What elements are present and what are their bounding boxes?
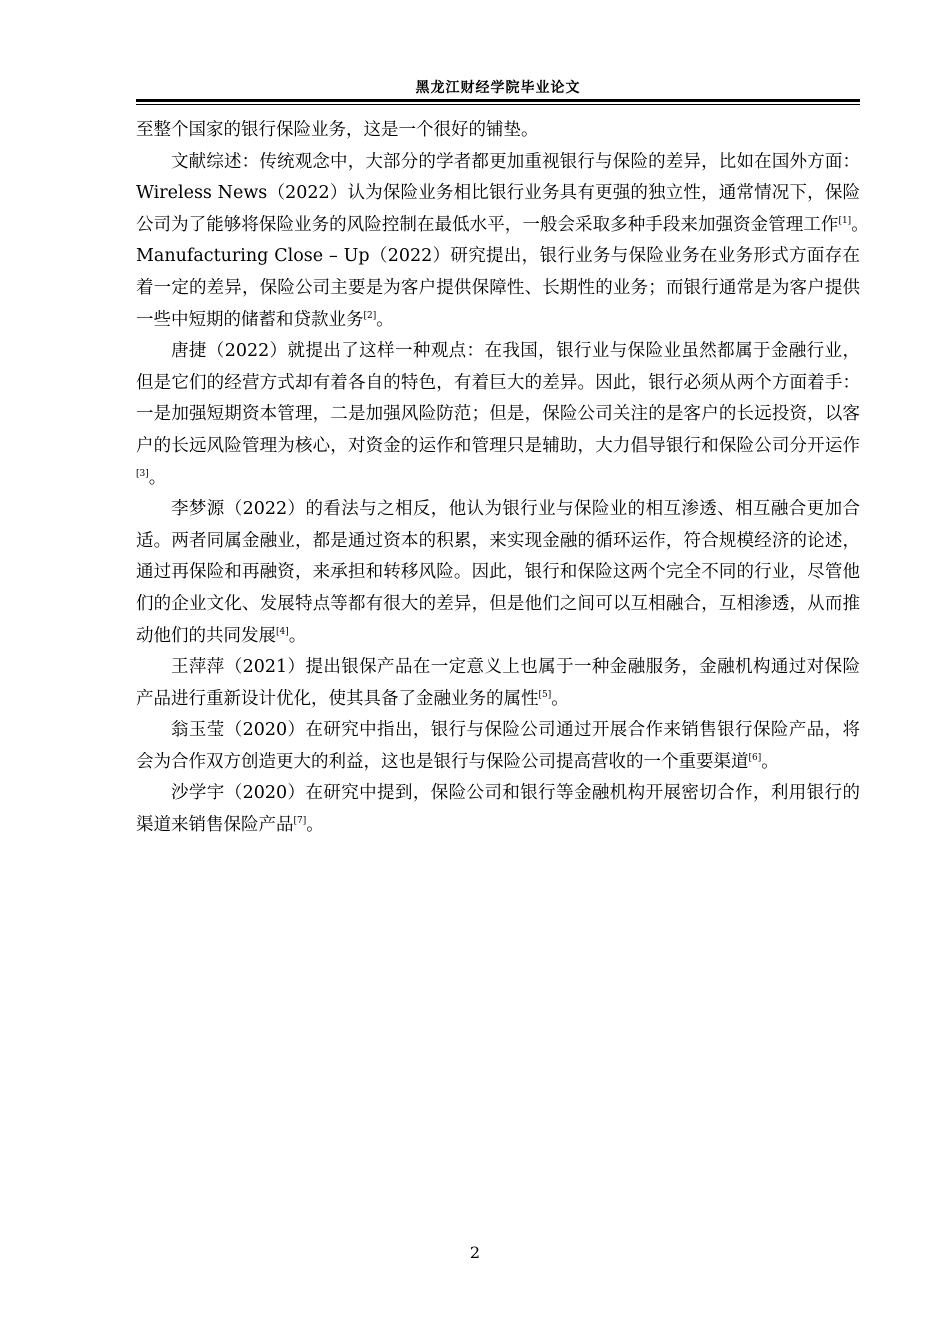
body-text [136,115,878,842]
paragraph-end: 。 [551,688,569,709]
paragraph-text: 沙学宇（2020）在研究中提到，保险公司和银行等金融机构开展密切合作，利用银行的渠道来销售保险产品 [136,783,860,836]
paragraph-li-mengyuan [136,494,860,652]
citation-ref: [3] [136,468,149,479]
paragraph-end: 。 [288,625,307,646]
paragraph-tang-jie [136,336,860,494]
running-header: 黑龙江财经学院毕业论文 [415,80,581,96]
paragraph-text: 。 [376,309,394,330]
paragraph-wang-pingping [136,652,860,715]
paragraph-end: 。 [761,751,779,772]
paragraph-text: 文献综述：传统观念中，大部分的学者都更加重视银行与保险的差异，比如在国外方面：Wireless News（2022）认为保险业务相比银行业务具有更强的独立性，通常情况下，保险公司为了能够将保险业务的风险控制在最低水平，一般会采取多种手段来加强资金管理工作 [136,151,860,235]
header-rule-thick [136,99,860,102]
paragraph-end: 。 [148,467,167,488]
page-number: 2 [469,1243,481,1262]
paragraph-text: 王萍萍（2021）提出银保产品在一定意义上也属于一种金融服务，金融机构通过对保险产品进行重新设计优化，使其具备了金融业务的属性 [136,657,860,709]
citation-ref: [6] [748,752,762,763]
paragraph-text: 至整个国家的银行保险业务，这是一个很好的铺垫。 [136,120,539,140]
paragraph-text: 李梦源（2022）的看法与之相反，他认为银行业与保险业的相互渗透、相互融合更加合适。两者同属金融业，都是通过资本的积累，来实现金融的循环运作，符合规模经济的论述，通过再保险和再融资，来承担和转移风险。因此，银行和保险这两个完全不同的行业，尽管他们的企业文化、发展特点等都有很大的差异，但是他们之间可以互相融合，互相渗透，从而推动他们的共同发展 [136,499,860,646]
citation-ref: [1] [838,215,852,226]
header-rule-thin [136,104,860,105]
citation-ref: [5] [538,689,552,700]
paragraph-text: 。 Manufacturing Close – Up（2022）研究提出，银行业务与保险业务在业务形式方面存在着一定的差异，保险公司主要是为客户提供保障性、长期性的业务；而银行通常是为客户提供一些中短期的储蓄和贷款业务 [136,214,878,330]
citation-ref: [7] [293,816,307,827]
paragraph-sha-xueyu [136,778,860,841]
paragraph-literature-review [136,147,878,337]
paragraph-continuation [136,115,860,147]
citation-ref: [2] [363,310,377,321]
paragraph-end: 。 [306,815,324,836]
citation-ref: [4] [276,626,289,637]
paragraph-text: 唐捷（2022）就提出了这样一种观点：在我国，银行业与保险业虽然都属于金融行业，但是它们的经营方式却有着各自的特色，有着巨大的差异。因此，银行必须从两个方面着手：一是加强短期资本管理，二是加强风险防范；但是，保险公司关注的是客户的长远投资，以客户的长远风险管理为核心，对资金的运作和管理只是辅助，大力倡导银行和保险公司分开运作 [136,341,860,456]
paragraph-weng-yuying [136,715,860,778]
paragraph-text: 翁玉莹（2020）在研究中指出，银行与保险公司通过开展合作来销售银行保险产品，将会为合作双方创造更大的利益，这也是银行与保险公司提高营收的一个重要渠道 [136,720,860,772]
